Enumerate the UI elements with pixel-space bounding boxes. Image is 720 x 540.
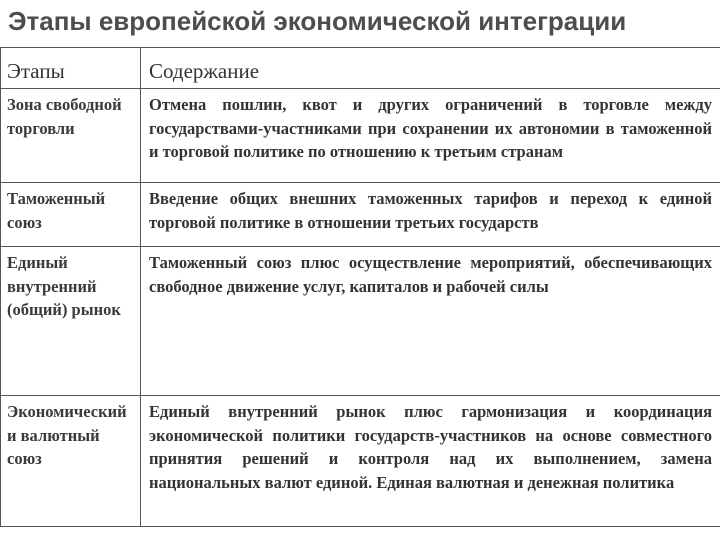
content-cell xyxy=(141,396,720,527)
stage-name: Таможенный союз xyxy=(7,189,106,232)
stage-cell xyxy=(1,183,141,247)
stage-content: Таможенный союз плюс осуществление мероприятий, обеспечивающих свободное движение услуг, капиталов и рабочей силы xyxy=(149,253,712,296)
stage-cell xyxy=(1,247,141,396)
stage-content: Отмена пошлин, квот и других ограничений в торговле между государствами-участниками при сохранении их автономии в таможенной и торговой политике по отношению к третьим странам xyxy=(149,95,712,161)
stage-content: Введение общих внешних таможенных тарифов и переход к единой торговой политике в отношении третьих государств xyxy=(149,189,712,232)
header-content xyxy=(141,48,720,89)
stage-cell xyxy=(1,89,141,183)
table-row xyxy=(1,396,720,527)
stage-cell xyxy=(1,396,141,527)
header-content-label: Содержание xyxy=(149,59,260,83)
header-stages-label: Этапы xyxy=(7,59,65,83)
content-cell xyxy=(141,247,720,396)
table-header-row xyxy=(1,48,720,89)
header-stages xyxy=(1,48,141,89)
page-title: Этапы европейской экономической интеграции xyxy=(8,6,627,36)
stage-content: Единый внутренний рынок плюс гармонизация и координация экономической политики государств-участников на основе совместного принятия решений и контроля над их выполнением, замена национальных валют единой. Единая валютная и денежная политика xyxy=(149,402,712,492)
stage-name: Экономический и валютный союз xyxy=(7,402,127,468)
table-row xyxy=(1,247,720,396)
stage-name: Зона свободной торговли xyxy=(7,95,122,138)
content-cell xyxy=(141,183,720,247)
content-cell xyxy=(141,89,720,183)
stage-name: Единый внутренний (общий) рынок xyxy=(7,253,121,319)
table-row xyxy=(1,89,720,183)
table-row xyxy=(1,183,720,247)
integration-stages-table xyxy=(0,47,720,527)
